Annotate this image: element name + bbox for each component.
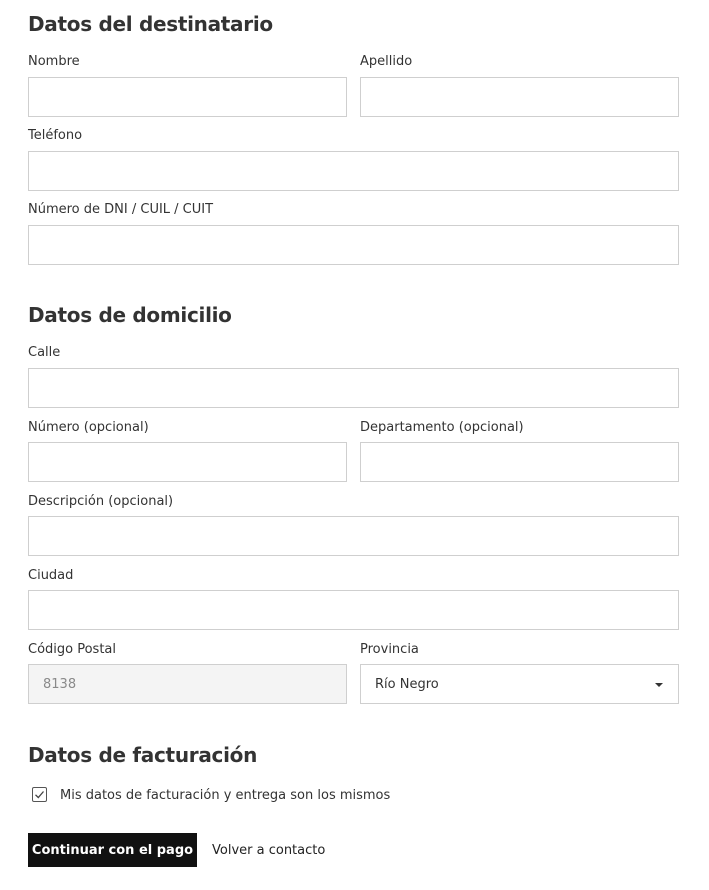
description-label: Descripción (opcional)	[28, 494, 174, 509]
description-field[interactable]	[28, 516, 679, 556]
first-name-field[interactable]	[28, 77, 347, 117]
apartment-field[interactable]	[360, 442, 679, 482]
same-as-shipping-checkbox[interactable]	[32, 787, 47, 802]
city-label: Ciudad	[28, 568, 74, 583]
address-section-title: Datos de domicilio	[28, 303, 232, 327]
chevron-down-icon	[655, 683, 663, 687]
first-name-label: Nombre	[28, 54, 80, 69]
phone-field[interactable]	[28, 151, 679, 191]
back-to-contact-link[interactable]: Volver a contacto	[212, 843, 326, 858]
recipient-section-title: Datos del destinatario	[28, 12, 273, 36]
last-name-field[interactable]	[360, 77, 679, 117]
postal-code-field	[28, 664, 347, 704]
number-label: Número (opcional)	[28, 420, 149, 435]
street-field[interactable]	[28, 368, 679, 408]
apartment-label: Departamento (opcional)	[360, 420, 524, 435]
postal-code-label: Código Postal	[28, 642, 117, 657]
street-label: Calle	[28, 345, 61, 360]
number-field[interactable]	[28, 442, 347, 482]
last-name-label: Apellido	[360, 54, 413, 69]
city-field[interactable]	[28, 590, 679, 630]
continue-to-payment-button[interactable]: Continuar con el pago	[28, 833, 197, 867]
province-selected-value: Río Negro	[375, 677, 439, 692]
province-select[interactable]	[360, 664, 679, 704]
dni-label: Número de DNI / CUIL / CUIT	[28, 202, 214, 217]
checkmark-icon	[34, 789, 45, 800]
province-label: Provincia	[360, 642, 419, 657]
phone-label: Teléfono	[28, 128, 83, 143]
dni-field[interactable]	[28, 225, 679, 265]
same-as-shipping-label[interactable]: Mis datos de facturación y entrega son los mismos	[60, 788, 391, 803]
billing-section-title: Datos de facturación	[28, 743, 258, 767]
